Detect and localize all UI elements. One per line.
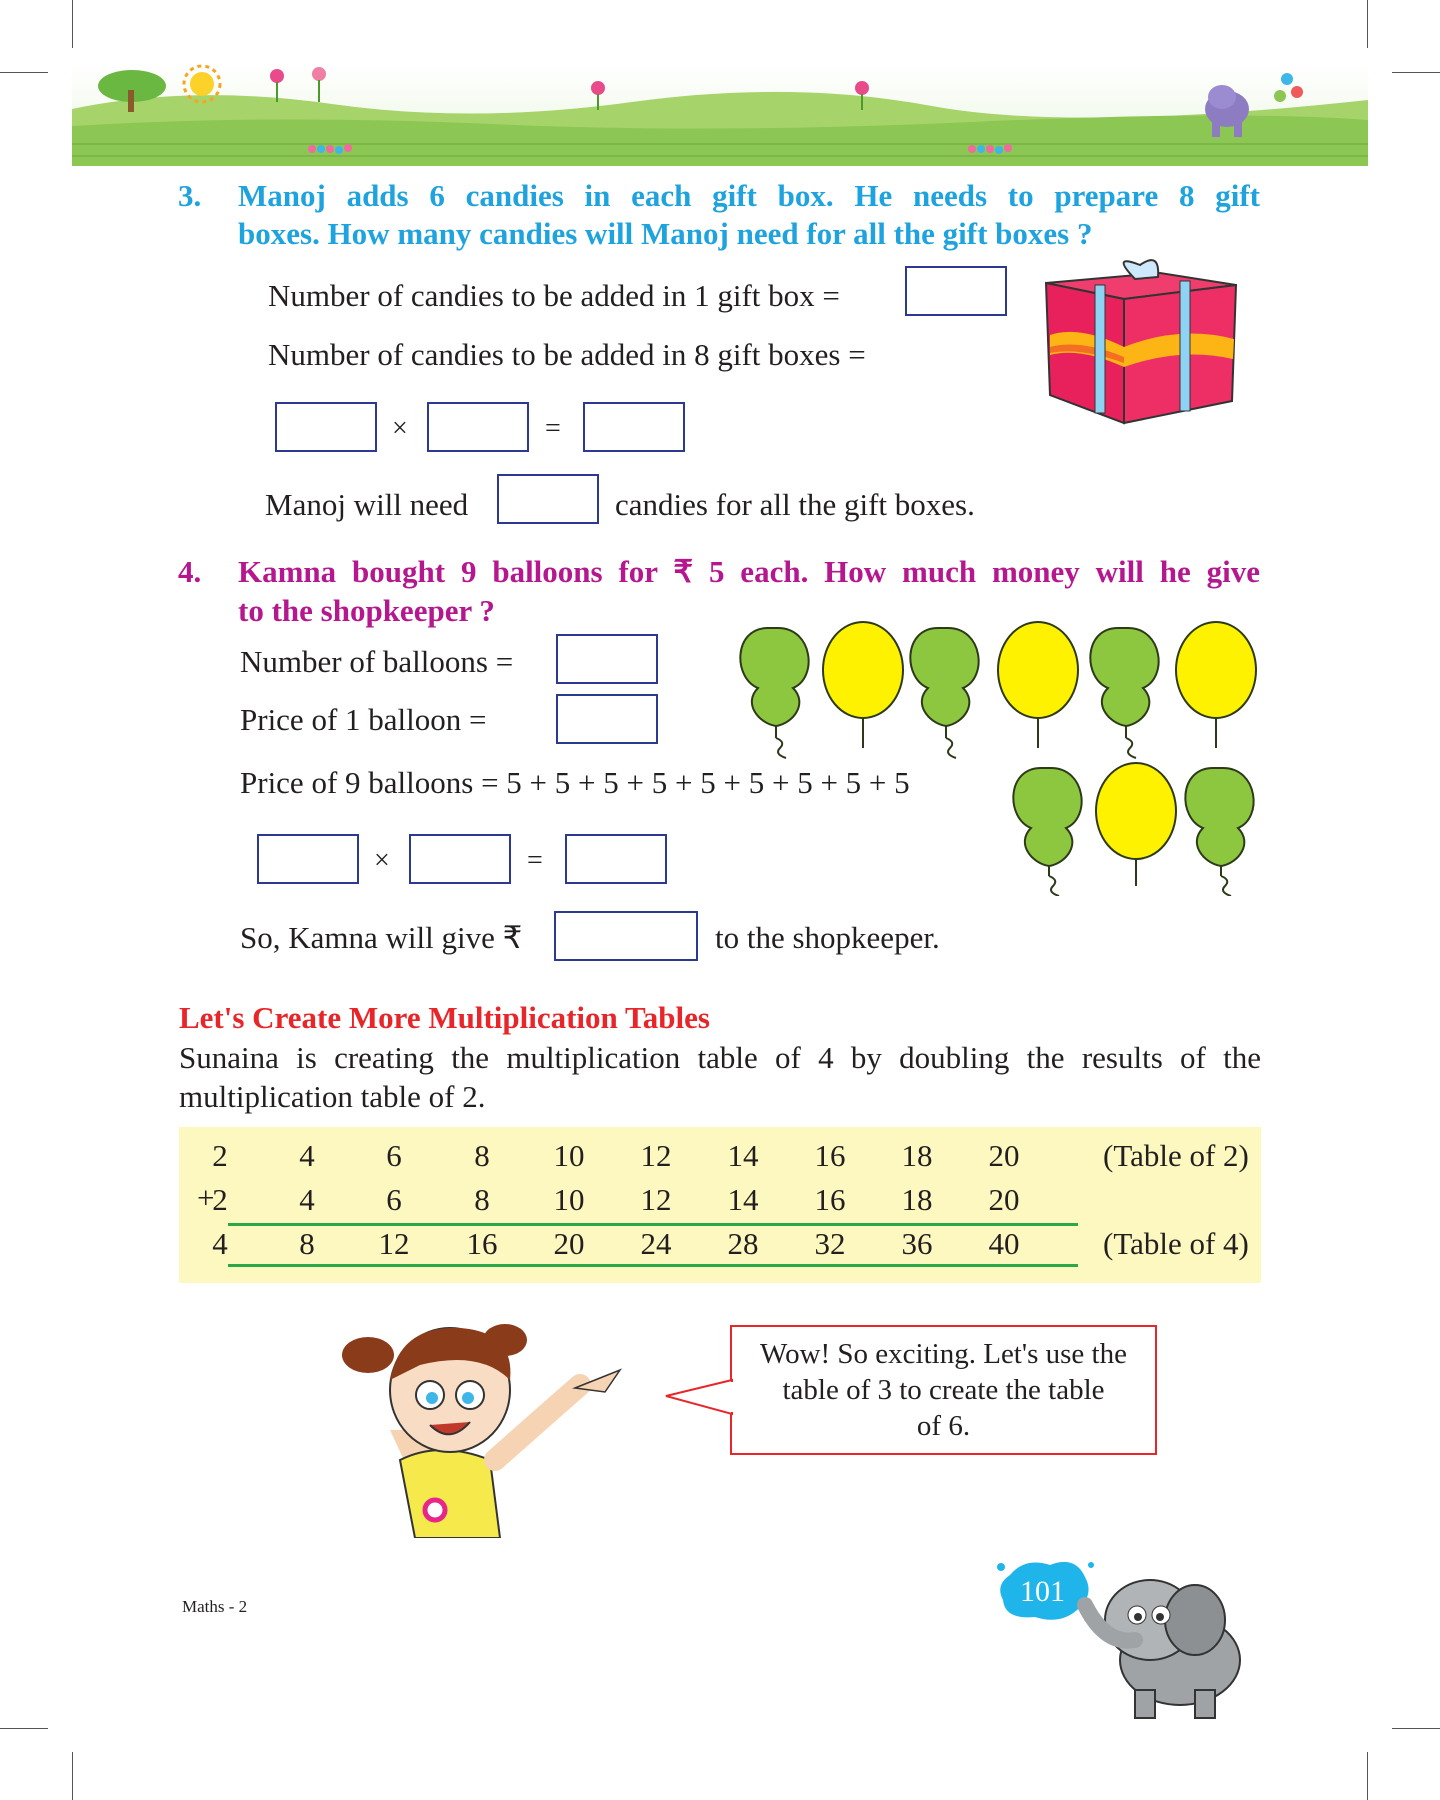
table-cell: 14: [727, 1182, 759, 1217]
table-cell: 4: [212, 1226, 228, 1261]
answer-box[interactable]: [905, 266, 1007, 316]
table-cell: 20: [988, 1138, 1020, 1173]
q4-line-2: Price of 1 balloon =: [240, 702, 487, 737]
section-paragraph-line: Sunaina is creating the multiplication table of 4 by doubling the results of the: [179, 1040, 1261, 1075]
answer-box[interactable]: [275, 402, 377, 452]
table-cell: 32: [814, 1226, 846, 1261]
answer-box[interactable]: [427, 402, 529, 452]
q3-answer-after: candies for all the gift boxes.: [615, 487, 975, 522]
table-cell: 36: [901, 1226, 933, 1261]
table-label-2: (Table of 2): [1103, 1138, 1249, 1173]
table-cell: 6: [386, 1138, 402, 1173]
crop-mark: [1367, 0, 1368, 48]
crop-mark: [1392, 72, 1440, 73]
speech-line: table of 3 to create the table: [782, 1374, 1105, 1406]
table-cell: 8: [299, 1226, 315, 1261]
table-cell: 14: [727, 1138, 759, 1173]
crop-mark: [0, 72, 48, 73]
balloon-icon: [740, 628, 808, 758]
equals-sign: =: [527, 845, 543, 876]
table-cell: 40: [988, 1226, 1020, 1261]
question-text-line: boxes. How many candies will Manoj need for all the gift boxes ?: [238, 216, 1093, 251]
answer-box[interactable]: [565, 834, 667, 884]
question-text-line: Manoj adds 6 candies in each gift box. He needs to prepare 8 gift: [238, 178, 1260, 213]
sum-rule-bottom: [228, 1264, 1078, 1267]
section-paragraph-line: multiplication table of 2.: [179, 1079, 486, 1114]
question-number: 4.: [178, 554, 202, 589]
question-text-line: to the shopkeeper ?: [238, 593, 495, 628]
table-cell: 16: [814, 1182, 846, 1217]
meadow-illustration: [72, 64, 1368, 166]
crop-mark: [1367, 1752, 1368, 1800]
answer-box[interactable]: [556, 694, 658, 744]
q4-answer-after: to the shopkeeper.: [715, 920, 940, 955]
answer-box[interactable]: [556, 634, 658, 684]
page-number: 101: [1020, 1575, 1065, 1608]
table-cell: 20: [553, 1226, 585, 1261]
table-cell: 28: [727, 1226, 759, 1261]
answer-box[interactable]: [257, 834, 359, 884]
section-heading: Let's Create More Multiplication Tables: [179, 1000, 710, 1035]
table-label-4: (Table of 4): [1103, 1226, 1249, 1261]
elephant-illustration: [1065, 1565, 1265, 1725]
q4-line-1: Number of balloons =: [240, 644, 514, 679]
table-cell: 2: [212, 1138, 228, 1173]
speech-bubble: [730, 1325, 1157, 1455]
crop-mark: [72, 1752, 73, 1800]
gift-box-illustration: [1040, 255, 1240, 425]
girl-illustration: [320, 1310, 660, 1538]
times-sign: ×: [374, 845, 390, 876]
table-cell: 6: [386, 1182, 402, 1217]
speech-bubble-pointer: [664, 1378, 734, 1418]
book-title: Maths - 2: [182, 1597, 248, 1616]
q3-line-2: Number of candies to be added in 8 gift boxes =: [268, 337, 866, 372]
answer-box[interactable]: [583, 402, 685, 452]
answer-box[interactable]: [409, 834, 511, 884]
table-cell: 10: [553, 1138, 585, 1173]
table-cell: 20: [988, 1182, 1020, 1217]
q4-line-3: Price of 9 balloons = 5 + 5 + 5 + 5 + 5 + 5 + 5 + 5 + 5: [240, 765, 910, 800]
table-cell: 18: [901, 1182, 933, 1217]
plus-sign: +: [197, 1180, 215, 1215]
times-sign: ×: [392, 413, 408, 444]
table-cell: 16: [814, 1138, 846, 1173]
table-cell: 4: [299, 1182, 315, 1217]
speech-line: Wow! So exciting. Let's use the: [760, 1338, 1127, 1370]
table-cell: 8: [474, 1182, 490, 1217]
table-cell: 4: [299, 1138, 315, 1173]
table-cell: 18: [901, 1138, 933, 1173]
table-cell: 12: [640, 1182, 672, 1217]
table-cell: 12: [378, 1226, 410, 1261]
crop-mark: [1392, 1728, 1440, 1729]
question-number: 3.: [178, 178, 202, 213]
speech-line: of 6.: [916, 1410, 971, 1442]
table-cell: 10: [553, 1182, 585, 1217]
q3-line-1: Number of candies to be added in 1 gift box =: [268, 278, 840, 313]
table-cell: 8: [474, 1138, 490, 1173]
answer-box[interactable]: [554, 911, 698, 961]
q3-answer-before: Manoj will need: [265, 487, 469, 522]
sum-rule-top: [228, 1223, 1078, 1226]
crop-mark: [0, 1728, 48, 1729]
header-banner: [72, 64, 1368, 166]
balloons-illustration: [738, 618, 1268, 896]
table-cell: 12: [640, 1138, 672, 1173]
table-cell: 16: [466, 1226, 498, 1261]
crop-mark: [72, 0, 73, 48]
equals-sign: =: [545, 413, 561, 444]
table-cell: 24: [640, 1226, 672, 1261]
table-cell: 2: [212, 1182, 228, 1217]
answer-box[interactable]: [497, 474, 599, 524]
q4-answer-before: So, Kamna will give ₹: [240, 920, 523, 955]
question-text-line: Kamna bought 9 balloons for ₹ 5 each. How much money will he give: [238, 554, 1260, 589]
